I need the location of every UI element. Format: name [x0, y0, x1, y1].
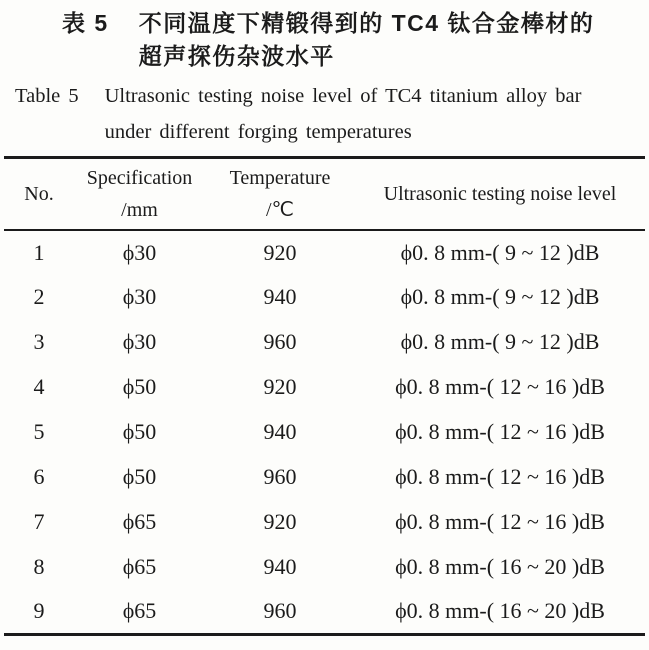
cell-specification: ϕ50: [122, 374, 157, 399]
col-header-specification: [74, 158, 205, 230]
cell-noise-level: ϕ0. 8 mm-( 9 ~ 12 )dB: [400, 239, 600, 265]
table-row: [4, 275, 645, 320]
cell-specification: ϕ30: [122, 239, 157, 265]
cell-temperature: 960: [263, 329, 297, 354]
cell-no: 4: [33, 374, 45, 399]
table-row: [4, 365, 645, 410]
cell-specification: ϕ65: [122, 509, 157, 534]
table-caption-en-line2: under different forging temperatures: [104, 121, 412, 143]
col-header-no: [4, 158, 74, 230]
table-row: [4, 590, 645, 635]
cell-specification: ϕ50: [122, 464, 157, 489]
cell-temperature: 960: [263, 464, 297, 489]
table-header: [4, 158, 645, 230]
cell-temperature: 940: [263, 419, 297, 444]
col-header-temperature: [205, 158, 355, 230]
cell-noise-level: ϕ0. 8 mm-( 9 ~ 12 )dB: [400, 284, 600, 309]
table-caption-en-text: [105, 78, 582, 150]
table-caption-zh-line1: 不同温度下精锻得到的 TC4 钛合金棒材的: [138, 10, 595, 36]
table-caption-en-label: Table 5: [15, 85, 79, 107]
cell-noise-level: ϕ0. 8 mm-( 16 ~ 20 )dB: [395, 598, 605, 624]
table-caption-en: [15, 78, 581, 150]
col-header-noise-level: [355, 158, 645, 230]
cell-no: 2: [33, 284, 45, 309]
table-caption-zh-text: [139, 7, 595, 73]
table-row: [4, 320, 645, 365]
table-caption-en-line1: Ultrasonic testing noise level of TC4 titanium alloy bar: [104, 85, 582, 107]
cell-no: 6: [33, 464, 45, 489]
table-header-row: [4, 158, 645, 230]
table-row: [4, 500, 645, 545]
cell-no: 5: [33, 419, 45, 444]
cell-noise-level: ϕ0. 8 mm-( 16 ~ 20 )dB: [395, 554, 605, 579]
cell-temperature: 960: [263, 598, 297, 624]
cell-no: 7: [33, 509, 45, 534]
cell-specification: ϕ65: [122, 598, 157, 624]
cell-noise-level: ϕ0. 8 mm-( 12 ~ 16 )dB: [395, 419, 605, 444]
col-header-no-line1: No.: [24, 182, 54, 205]
cell-no: 8: [33, 554, 45, 579]
ultrasonic-noise-table: [4, 156, 645, 636]
cell-noise-level: ϕ0. 8 mm-( 12 ~ 16 )dB: [395, 509, 605, 534]
col-header-temperature-line1: Temperature: [229, 166, 331, 189]
table-body: [4, 230, 645, 635]
cell-no: 9: [33, 598, 45, 624]
cell-temperature: 920: [263, 239, 297, 265]
col-header-specification-line1: Specification: [86, 166, 193, 189]
col-header-noise-level-line1: Ultrasonic testing noise level: [383, 182, 617, 205]
table-caption-zh-line2: 超声探伤杂波水平: [138, 43, 335, 69]
table-row: [4, 230, 645, 275]
cell-specification: ϕ30: [122, 284, 157, 309]
col-header-specification-line2: /mm: [121, 198, 158, 221]
cell-no: 1: [33, 239, 45, 265]
table-caption-zh: [62, 7, 594, 73]
table-row: [4, 455, 645, 500]
col-header-temperature-line2: /℃: [265, 198, 295, 221]
cell-temperature: 920: [263, 509, 297, 534]
cell-temperature: 920: [263, 374, 297, 399]
table-row: [4, 545, 645, 590]
cell-noise-level: ϕ0. 8 mm-( 9 ~ 12 )dB: [400, 329, 600, 354]
cell-specification: ϕ30: [122, 329, 157, 354]
cell-temperature: 940: [263, 554, 297, 579]
cell-specification: ϕ65: [122, 554, 157, 579]
cell-no: 3: [33, 329, 45, 354]
table-row: [4, 410, 645, 455]
table-caption-zh-label: 表 5: [62, 10, 109, 36]
cell-temperature: 940: [263, 284, 297, 309]
cell-specification: ϕ50: [122, 419, 157, 444]
cell-noise-level: ϕ0. 8 mm-( 12 ~ 16 )dB: [395, 464, 605, 489]
cell-noise-level: ϕ0. 8 mm-( 12 ~ 16 )dB: [395, 374, 605, 399]
